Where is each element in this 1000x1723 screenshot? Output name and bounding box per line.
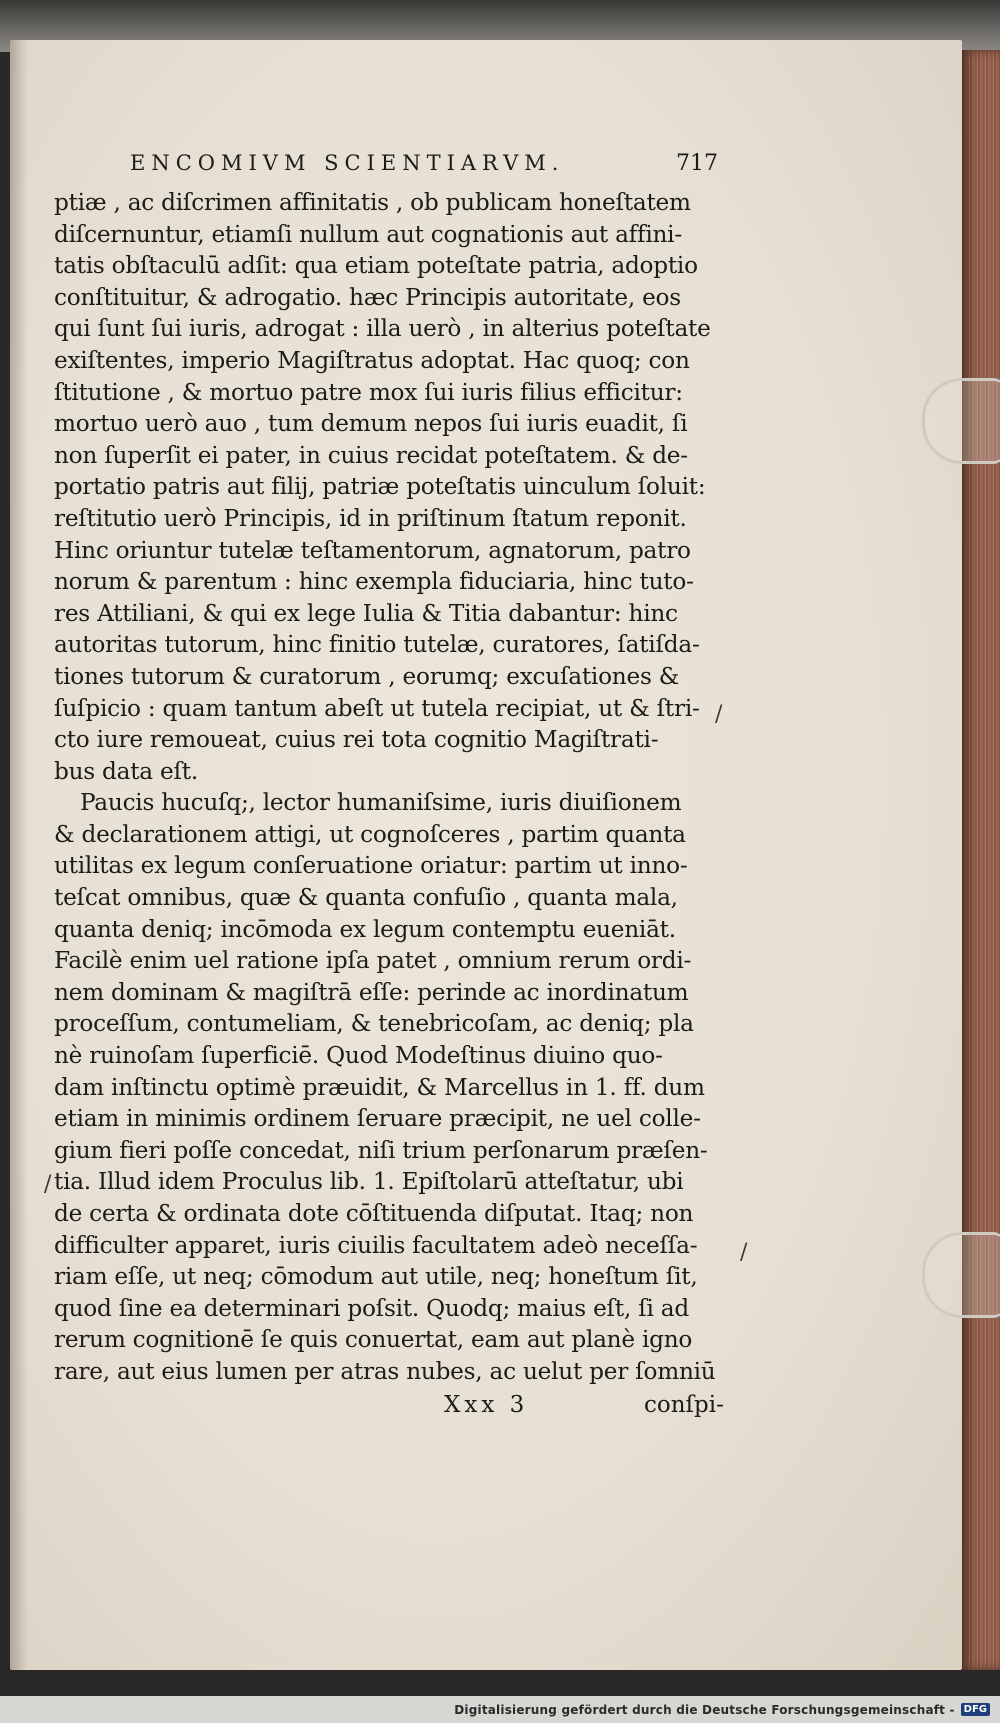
page-footer <box>54 1390 724 1420</box>
margin-mark: / <box>740 1240 748 1265</box>
text-line: nem dominam & magiſtrā eſſe: perinde ac inordinatum <box>54 978 689 1006</box>
page-clip-top <box>922 378 1000 464</box>
text-line: bus data eſt. <box>54 757 198 785</box>
text-line: nè ruinoſam ſuperficiē. Quod Modeſtinus diuino quo- <box>54 1042 663 1070</box>
catchword: conſpi- <box>644 1391 724 1418</box>
running-head: ENCOMIVM SCIENTIARVM. <box>130 151 565 175</box>
signature-mark: Xxx 3 <box>444 1391 529 1418</box>
text-line: dam inſtinctu optimè præuidit, & Marcellus in 1. ff. dum <box>54 1073 705 1101</box>
text-line: qui ſunt ſui iuris, adrogat : illa uerò , in alterius poteſtate <box>54 315 711 343</box>
digitization-bar <box>0 1696 1000 1723</box>
text-line: Paucis hucuſq;, lector humaniſsime, iuris diuiſionem <box>80 789 682 817</box>
dfg-logo: DFG <box>961 1703 990 1716</box>
text-line: ptiæ , ac diſcrimen affinitatis , ob publicam honeſtatem <box>54 189 691 216</box>
text-line: de certa & ordinata dote cōſtituenda diſputat. Itaq; non <box>54 1200 694 1227</box>
text-line: ſtitutione , & mortuo patre mox ſui iuris filius efficitur: <box>54 378 683 406</box>
text-line: portatio patris aut filij, patriæ poteſtatis uinculum ſoluit: <box>54 473 706 501</box>
text-line: mortuo uerò auo , tum demum nepos ſui iuris euadit, ſi <box>54 410 688 438</box>
page-header <box>54 151 718 187</box>
text-line: reſtitutio uerò Principis, id in priſtinum ſtatum reponit. <box>54 504 687 532</box>
text-line: norum & parentum : hinc exempla fiduciaria, hinc tuto- <box>54 568 694 596</box>
digitization-credit: Digitalisierung gefördert durch die Deutsche Forschungsgemeinschaft - <box>454 1702 955 1717</box>
text-line: difficulter apparet, iuris ciuilis facultatem adeò neceſſa- <box>54 1231 698 1259</box>
margin-mark: / <box>715 702 723 727</box>
text-line: autoritas tutorum, hinc finitio tutelæ, curatores, ſatiſda- <box>54 631 700 659</box>
text-line: proceſſum, contumeliam, & tenebricoſam, ac deniq; pla <box>54 1010 694 1038</box>
page-clip-bottom <box>922 1232 1000 1318</box>
text-line: cto iure remoueat, cuius rei tota cognitio Magiſtrati- <box>54 726 659 754</box>
text-line: ſuſpicio : quam tantum abeſt ut tutela recipiat, ut & ſtri- <box>54 694 700 722</box>
text-line: Hinc oriuntur tutelæ teſtamentorum, agnatorum, patro <box>54 536 691 564</box>
text-line: rerum cognitionē ſe quis conuertat, eam aut planè igno <box>54 1326 693 1354</box>
text-line: diſcernuntur, etiamſi nullum aut cognationis aut affini- <box>54 220 682 248</box>
text-line: conſtituitur, & adrogatio. hæc Principis autoritate, eos <box>54 283 681 311</box>
text-line: non ſuperſit ei pater, in cuius recidat poteſtatem. & de- <box>54 441 688 469</box>
text-line: & declarationem attigi, ut cognoſceres , partim quanta <box>54 820 686 848</box>
body-text <box>54 187 714 1388</box>
text-line: res Attiliani, & qui ex lege Iulia & Titia dabantur: hinc <box>54 599 678 627</box>
text-line: teſcat omnibus, quæ & quanta confuſio , quanta mala, <box>54 884 678 912</box>
text-line: tia. Illud idem Proculus lib. 1. Epiſtolarū atteſtatur, ubi <box>54 1168 684 1196</box>
text-line: utilitas ex legum conſeruatione oriatur: partim ut inno- <box>54 852 688 880</box>
text-line: tiones tutorum & curatorum , eorumq; excuſationes & <box>54 662 680 690</box>
page-text <box>54 151 724 1420</box>
text-line: quanta deniq; incōmoda ex legum contemptu eueniāt. <box>54 915 676 943</box>
text-line: etiam in minimis ordinem ſeruare præcipit, ne uel colle- <box>54 1105 701 1133</box>
text-line: Facilè enim uel ratione ipſa patet , omnium rerum ordi- <box>54 947 692 975</box>
text-line: rare, aut eius lumen per atras nubes, ac uelut per ſomniū <box>54 1357 716 1385</box>
margin-mark: / <box>44 1172 52 1197</box>
text-line: gium fieri poſſe concedat, niſi trium perſonarum præſen- <box>54 1136 708 1164</box>
text-line: quod ſine ea determinari poſsit. Quodq; maius eſt, ſi ad <box>54 1294 689 1322</box>
gutter-shadow <box>10 40 28 1670</box>
text-line: tatis obſtaculū adſit: qua etiam poteſtate patria, adoptio <box>54 252 698 280</box>
text-line: exiſtentes, imperio Magiſtratus adoptat. Hac quoq; con <box>54 346 690 374</box>
page-edges <box>962 50 1000 1670</box>
page-number: 717 <box>676 151 718 176</box>
text-line: riam eſſe, ut neq; cōmodum aut utile, neq; honeſtum ſit, <box>54 1263 698 1291</box>
